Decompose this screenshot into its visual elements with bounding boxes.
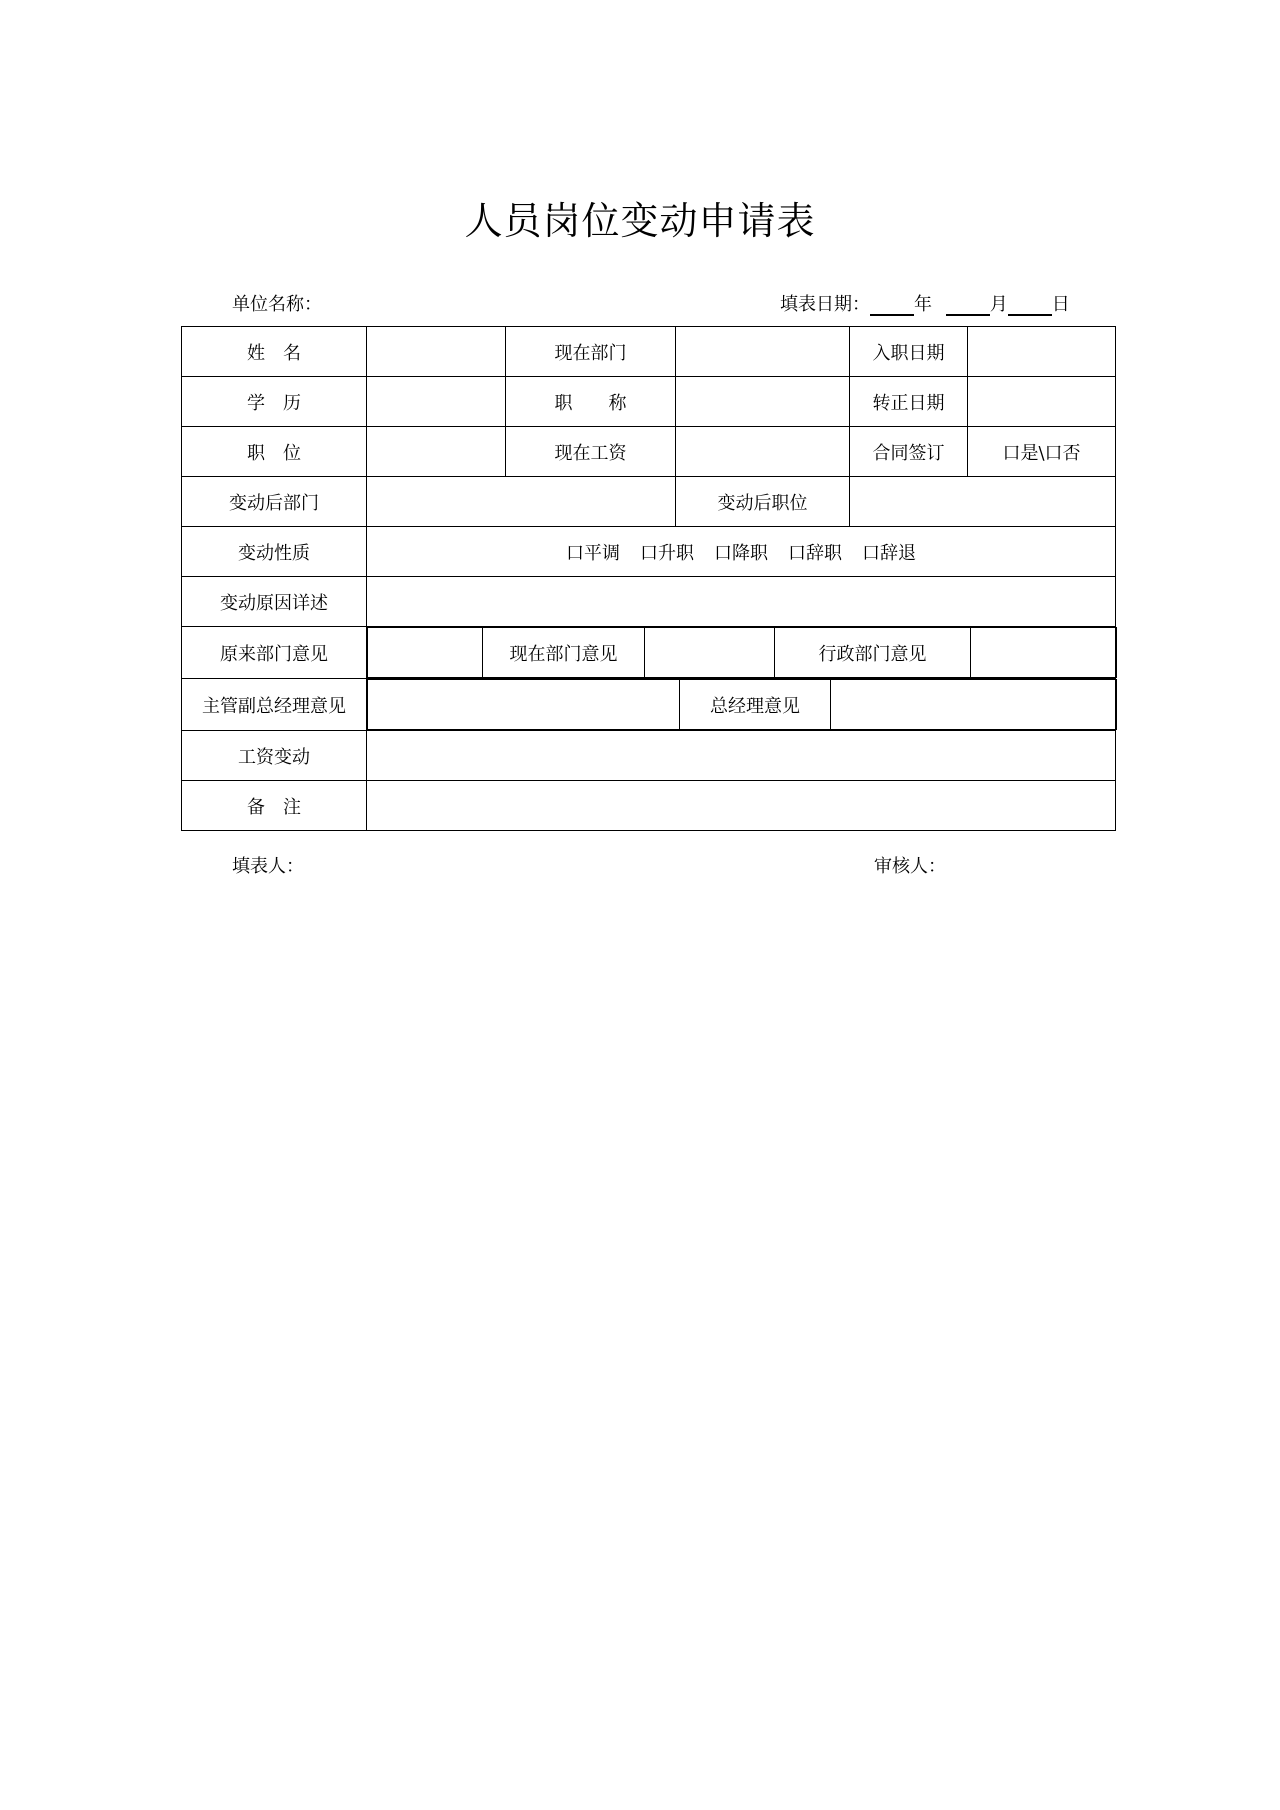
filler-label: 填表人： (232, 856, 304, 877)
year-blank[interactable] (870, 294, 914, 316)
current-dept-label: 现在部门 (506, 327, 676, 377)
table-row (182, 327, 1116, 377)
reason-label: 变动原因详述 (182, 577, 367, 627)
orig-dept-opinion-field[interactable] (368, 628, 483, 678)
vp-gm-subtable (367, 679, 1117, 730)
table-row (182, 627, 1116, 679)
fill-date-label: 填表日期： (780, 294, 870, 315)
gm-opinion-field[interactable] (831, 680, 1117, 730)
orig-dept-opinion-label: 原来部门意见 (182, 627, 367, 679)
form-title: 人员岗位变动申请表 (464, 199, 816, 243)
reviewer-label: 审核人： (874, 856, 946, 877)
education-label: 学 历 (182, 377, 367, 427)
current-dept-field[interactable] (676, 327, 850, 377)
curr-dept-opinion-field[interactable] (645, 628, 775, 678)
change-type-options (367, 527, 1116, 577)
opinions-cell (367, 627, 1116, 679)
option-resign[interactable]: 口辞职 (788, 542, 842, 564)
admin-opinion-field[interactable] (971, 628, 1117, 678)
job-title-label: 职 称 (506, 377, 676, 427)
salary-change-label: 工资变动 (182, 731, 367, 781)
unit-name-label: 单位名称： (232, 294, 322, 315)
remarks-field[interactable] (367, 781, 1116, 831)
remarks-label: 备 注 (182, 781, 367, 831)
fill-date (780, 290, 1070, 316)
table-row (182, 427, 1116, 477)
table-row (182, 527, 1116, 577)
current-salary-field[interactable] (676, 427, 850, 477)
new-dept-label: 变动后部门 (182, 477, 367, 527)
name-label: 姓 名 (182, 327, 367, 377)
education-field[interactable] (367, 377, 506, 427)
vp-opinion-label: 主管副总经理意见 (182, 679, 367, 731)
day-label: 日 (1051, 294, 1070, 315)
new-position-field[interactable] (850, 477, 1116, 527)
option-demotion[interactable]: 口降职 (714, 542, 768, 564)
reason-field[interactable] (367, 577, 1116, 627)
vp-opinion-field[interactable] (368, 680, 680, 730)
position-label: 职 位 (182, 427, 367, 477)
opinions-subtable (367, 627, 1117, 678)
option-transfer[interactable]: 口平调 (566, 542, 620, 564)
table-row (182, 679, 1116, 731)
hire-date-label: 入职日期 (850, 327, 968, 377)
year-label: 年 (914, 294, 932, 315)
contract-options[interactable]: 口是\口否 (968, 427, 1116, 477)
new-dept-field[interactable] (367, 477, 676, 527)
job-title-field[interactable] (676, 377, 850, 427)
application-form-table (181, 326, 1116, 831)
contract-label: 合同签订 (850, 427, 968, 477)
month-blank[interactable] (946, 294, 990, 316)
day-blank[interactable] (1008, 294, 1052, 316)
curr-dept-opinion-label: 现在部门意见 (483, 628, 645, 678)
gm-opinion-label: 总经理意见 (680, 680, 831, 730)
admin-opinion-label: 行政部门意见 (775, 628, 971, 678)
regular-date-field[interactable] (968, 377, 1116, 427)
table-row (182, 477, 1116, 527)
table-row (182, 577, 1116, 627)
option-promotion[interactable]: 口升职 (640, 542, 694, 564)
table-row (182, 781, 1116, 831)
salary-change-field[interactable] (367, 731, 1116, 781)
table-row (182, 377, 1116, 427)
current-salary-label: 现在工资 (506, 427, 676, 477)
position-field[interactable] (367, 427, 506, 477)
new-position-label: 变动后职位 (676, 477, 850, 527)
name-field[interactable] (367, 327, 506, 377)
table-row (182, 731, 1116, 781)
change-type-label: 变动性质 (182, 527, 367, 577)
option-dismiss[interactable]: 口辞退 (862, 542, 916, 564)
month-label: 月 (989, 294, 1008, 315)
hire-date-field[interactable] (968, 327, 1116, 377)
regular-date-label: 转正日期 (850, 377, 968, 427)
vp-gm-cell (367, 679, 1116, 731)
